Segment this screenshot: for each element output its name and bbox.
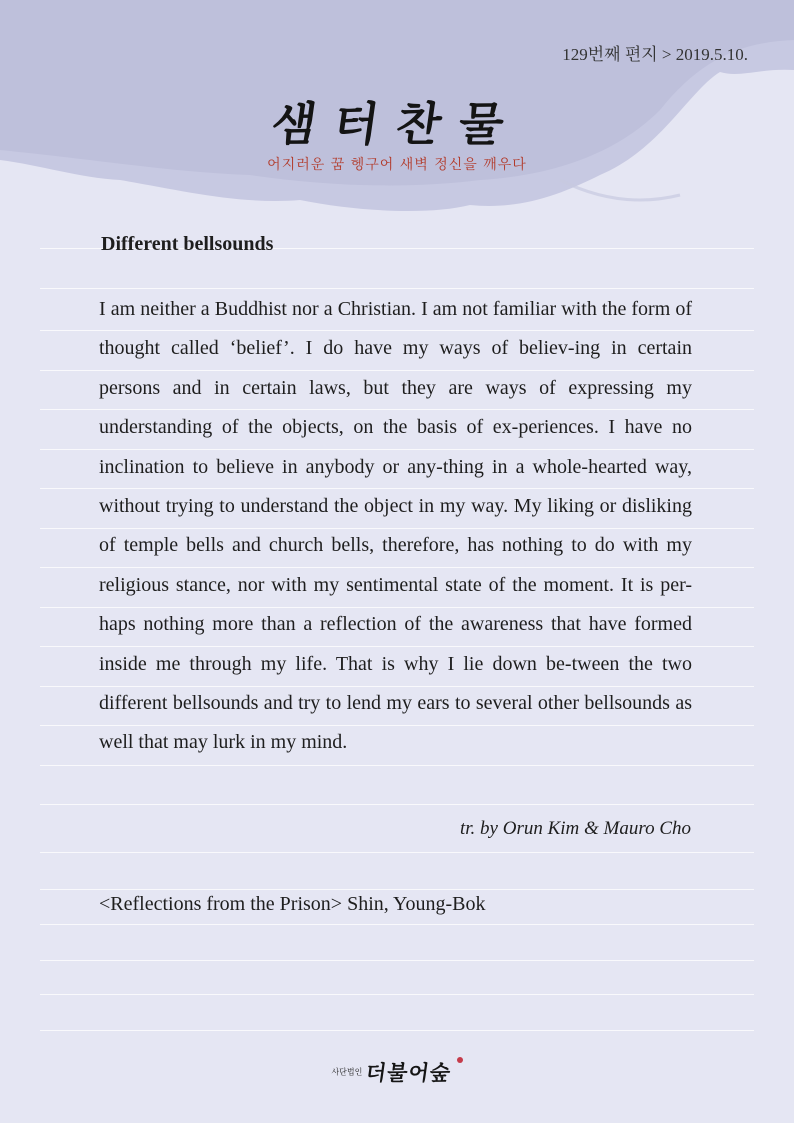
masthead-subtitle: 어지러운 꿈 헹구어 새벽 정신을 깨우다 [267, 157, 527, 173]
article-paragraph: I am neither a Buddhist nor a Christian. I am not familiar with the form of thought called ‘belief’. I do have my ways of believ-ing in certain persons and in certain laws, but they are ways of expressing my understanding of the objects, on the basis of ex-periences. I have no inclination to believe in anybody or any-thing in a whole-hearted way, without trying to understand the object in my way. My liking or disliking of temple bells and church bells, therefore, has nothing to do with my religious stance, nor with my sentimental state of the moment. It is per-haps nothing more than a reflection of the awareness that have formed inside me through my life. That is why I lie down be-tween the two different bellsounds and try to lend my ears to several other bellsounds as well that may lurk in my mind. [99, 298, 692, 754]
article-body [99, 290, 692, 763]
translator-credit: tr. by Orun Kim & Mauro Cho [459, 818, 691, 839]
source-citation: <Reflections from the Prison> Shin, Young-Bok [99, 893, 486, 915]
masthead-logo: 샘터찬물 [267, 97, 526, 151]
footer-org-name: 더불어숲 [364, 1061, 454, 1085]
letter-number-date: 129번째 편지 > 2019.5.10. [562, 45, 748, 64]
footer-seal-icon [457, 1057, 463, 1063]
footer-logo [0, 1057, 794, 1087]
article-title: Different bellsounds [101, 233, 274, 255]
footer-org-type: 사단법인 [331, 1067, 363, 1077]
